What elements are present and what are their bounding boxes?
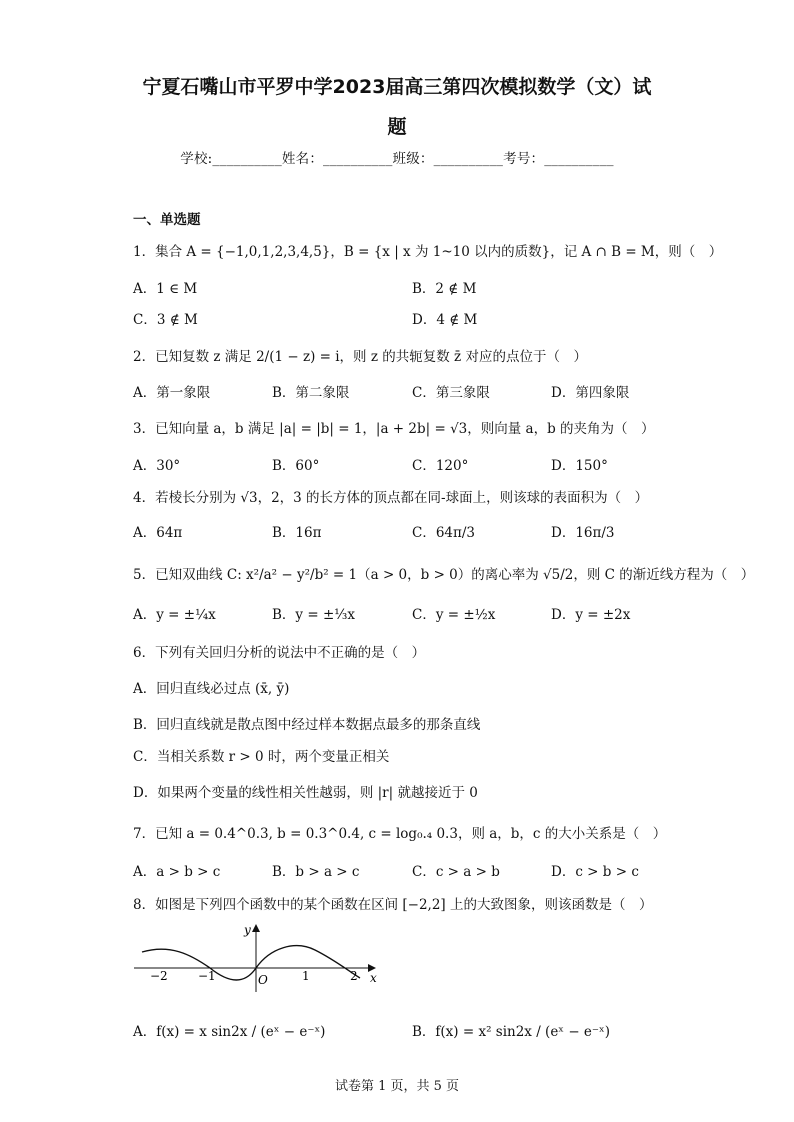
function-curve [142, 946, 360, 980]
exam-title-line1: 宁夏石嘴山市平罗中学2023届高三第四次模拟数学（文）试 [142, 76, 652, 98]
q4-option-b: B．16π [272, 525, 322, 541]
q3-option-c: C．120° [412, 458, 469, 474]
q4-option-c: C．64π/3 [412, 525, 476, 541]
question-8: 8．如图是下列四个函数中的某个函数在区间 [−2,2] 上的大致图象，则该函数是（ ） [133, 897, 653, 913]
q1-option-c: C．3 ∉ M [133, 312, 198, 328]
q3-option-a: A．30° [133, 458, 181, 474]
q6-option-a: A．回归直线必过点 (x̄, ȳ) [133, 681, 290, 697]
q5-option-d: D．y = ±2x [551, 607, 631, 623]
exam-title-line2: 题 [387, 116, 407, 138]
x-axis-label: x [370, 971, 377, 985]
q5-option-c: C．y = ±½x [412, 607, 496, 623]
q8-option-b: B．f(x) = x² sin2x / (eˣ − e⁻ˣ) [412, 1024, 611, 1040]
question-4: 4．若棱长分别为 √3，2，3 的长方体的顶点都在同-球面上，则该球的表面积为（ ） [133, 490, 649, 506]
question-7: 7．已知 a = 0.4^0.3, b = 0.3^0.4, c = log₀.₄ 0.3，则 a，b，c 的大小关系是（ ） [133, 826, 667, 842]
section-heading: 一、单选题 [133, 212, 201, 228]
q1-option-d: D．4 ∉ M [412, 312, 478, 328]
q8-option-a: A．f(x) = x sin2x / (eˣ − e⁻ˣ) [133, 1024, 326, 1040]
function-graph [130, 922, 380, 994]
question-2: 2．已知复数 z 满足 2/(1 − z) = i，则 z 的共轭复数 z̄ 对应的点位于（ ） [133, 349, 587, 365]
q2-option-a: A．第一象限 [133, 385, 211, 401]
q6-option-d: D．如果两个变量的线性相关性越弱，则 |r| 就越接近于 0 [133, 785, 478, 801]
q5-option-a: A．y = ±¼x [133, 607, 216, 623]
q1-option-b: B．2 ∉ M [412, 281, 477, 297]
q6-option-b: B．回归直线就是散点图中经过样本数据点最多的那条直线 [133, 717, 481, 733]
tick-label-2: 2 [350, 969, 358, 983]
page-footer: 试卷第 1 页，共 5 页 [334, 1079, 460, 1094]
origin-label: O [258, 973, 268, 987]
question-5: 5．已知双曲线 C: x²/a² − y²/b² = 1（a > 0，b > 0）的离心率为 √5/2，则 C 的渐近线方程为（ ） [133, 567, 755, 583]
y-axis-label: y [244, 923, 251, 937]
q2-option-c: C．第三象限 [412, 385, 490, 401]
q2-option-b: B．第二象限 [272, 385, 350, 401]
q7-option-c: C．c > a > b [412, 864, 500, 880]
tick-label-1: 1 [302, 969, 310, 983]
question-6: 6．下列有关回归分析的说法中不正确的是（ ） [133, 645, 426, 661]
question-1: 1．集合 A = {−1,0,1,2,3,4,5}，B = {x | x 为 1~10 以内的质数}，记 A ∩ B = M，则（ ） [133, 244, 723, 260]
q6-option-c: C．当相关系数 r > 0 时，两个变量正相关 [133, 749, 390, 765]
q5-option-b: B．y = ±⅓x [272, 607, 355, 623]
q3-option-d: D．150° [551, 458, 608, 474]
tick-label-neg1: −1 [198, 969, 216, 983]
student-info-line: 学校:__________姓名：__________班级：__________考号：__________ [180, 151, 614, 167]
question-3: 3．已知向量 a，b 满足 |a| = |b| = 1，|a + 2b| = √3，则向量 a，b 的夹角为（ ） [133, 421, 655, 437]
q2-option-d: D．第四象限 [551, 385, 630, 401]
q1-option-a: A．1 ∈ M [133, 281, 198, 297]
q7-option-d: D．c > b > c [551, 864, 639, 880]
q7-option-a: A．a > b > c [133, 864, 221, 880]
q7-option-b: B．b > a > c [272, 864, 360, 880]
q4-option-a: A．64π [133, 525, 183, 541]
y-axis-arrow [252, 924, 260, 932]
q3-option-b: B．60° [272, 458, 320, 474]
q4-option-d: D．16π/3 [551, 525, 615, 541]
tick-label-neg2: −2 [150, 969, 168, 983]
